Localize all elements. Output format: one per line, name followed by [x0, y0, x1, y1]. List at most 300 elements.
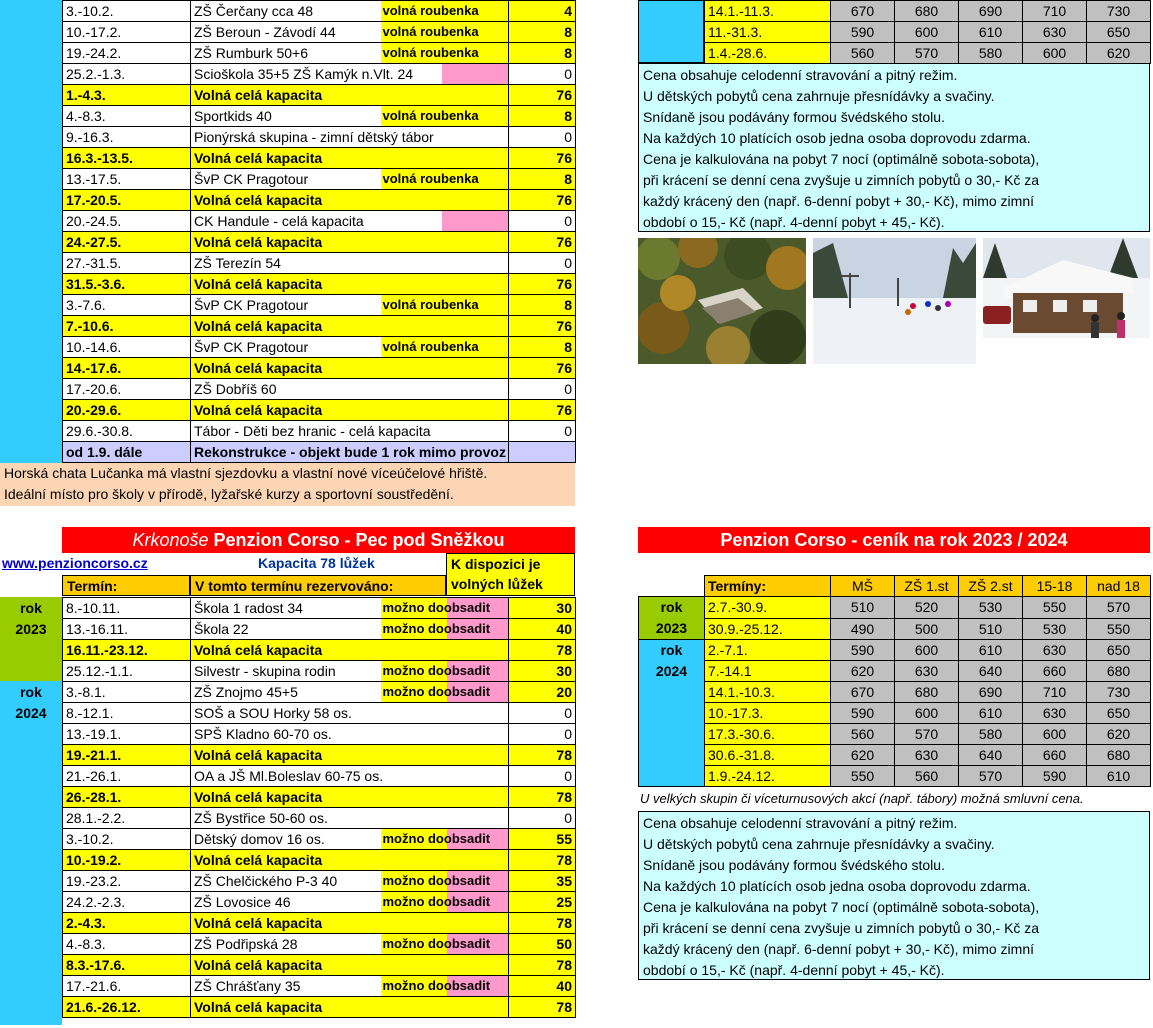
corso-col-term: Termín: [62, 575, 190, 596]
price-cell: 510 [959, 618, 1023, 640]
term-cell: 20.-24.5. [63, 211, 191, 232]
price-cell: 590 [831, 22, 895, 43]
count-cell: 0 [509, 808, 576, 829]
price-cell: 640 [959, 661, 1023, 682]
schedule-row [63, 892, 576, 913]
price-cell: 680 [1087, 661, 1151, 682]
term-cell: 21.6.-26.12. [63, 997, 191, 1018]
schedule-row [63, 358, 576, 379]
corso-price-banner: Penzion Corso - ceník na rok 2023 / 2024 [638, 527, 1150, 553]
reservation-cell: SPŠ Kladno 60-70 os. [191, 724, 509, 745]
avail-header-line: K dispozici je [451, 556, 541, 572]
photo-chalet-winter [983, 238, 1150, 364]
price-cell: 580 [959, 724, 1023, 745]
price-header-row [639, 576, 1151, 597]
corso-avail-header [446, 553, 575, 596]
count-cell: 30 [509, 598, 576, 619]
top-year-strip [0, 0, 62, 463]
term-cell: 14.-17.6. [63, 358, 191, 379]
info-line: při krácení se denní cena zvyšuje u zimních pobytů o 30,- Kč za [643, 172, 1040, 188]
term-cell: 27.-31.5. [63, 253, 191, 274]
count-cell: 78 [509, 787, 576, 808]
price-cell: 680 [895, 682, 959, 703]
count-cell: 78 [509, 850, 576, 871]
reservation-cell: Volná celá kapacita [191, 190, 509, 211]
price-cell: 730 [1087, 1, 1151, 22]
count-cell: 78 [509, 913, 576, 934]
year-label: rok [20, 684, 42, 700]
info-line: U dětských pobytů cena zahrnuje přesnídávky a svačiny. [643, 836, 995, 852]
count-cell: 8 [509, 337, 576, 358]
status-tag-cell: možno doobsadit [381, 682, 509, 703]
term-cell: 25.2.-1.3. [63, 64, 191, 85]
price-cell: 570 [895, 43, 959, 64]
reservation-cell: ŠvP CK Pragotour [191, 337, 381, 358]
price-cell: 610 [1087, 766, 1151, 787]
info-line: období o 15,- Kč (např. 4-denní pobyt + 45,- Kč). [643, 214, 945, 230]
term-cell: 7.-10.6. [63, 316, 191, 337]
count-cell: 76 [509, 316, 576, 337]
price-term-cell: 2.-7.1. [705, 640, 831, 661]
reservation-cell: Volná celá kapacita [191, 787, 509, 808]
schedule-row [63, 766, 576, 787]
term-cell: 13.-16.11. [63, 619, 191, 640]
count-cell: 40 [509, 619, 576, 640]
price-cell: 570 [1087, 597, 1151, 619]
status-tag-cell: volná roubenka [381, 22, 509, 43]
schedule-row [63, 127, 576, 148]
reservation-cell: Volná celá kapacita [191, 232, 509, 253]
corso-info-box [638, 811, 1150, 980]
count-cell: 50 [509, 934, 576, 955]
price-cell: 690 [959, 1, 1023, 22]
reservation-cell: Rekonstrukce - objekt bude 1 rok mimo provoz [191, 442, 509, 463]
info-line: U dětských pobytů cena zahrnuje přesnídávky a svačiny. [643, 88, 995, 104]
corso-website-link[interactable]: www.penzioncorso.cz [2, 555, 148, 571]
price-cell: 550 [1023, 597, 1087, 619]
count-cell: 35 [509, 871, 576, 892]
reservation-cell: Volná celá kapacita [191, 913, 509, 934]
corso-year-2024 [0, 681, 62, 1025]
count-cell: 4 [509, 1, 576, 22]
price-term-cell: 30.6.-31.8. [705, 745, 831, 766]
reservation-cell: ZŠ Podřipská 28 [191, 934, 381, 955]
corso-region: Krkonoše [132, 530, 209, 550]
price-cell: 590 [831, 640, 895, 661]
price-cell: 670 [831, 682, 895, 703]
schedule-row [63, 913, 576, 934]
schedule-row [63, 379, 576, 400]
price-header-col: ZŠ 1.st [895, 576, 959, 597]
status-tag-cell: volná roubenka [381, 295, 509, 316]
reservation-cell: Volná celá kapacita [191, 850, 509, 871]
price-cell: 680 [895, 1, 959, 22]
count-cell: 20 [509, 682, 576, 703]
schedule-row [63, 106, 576, 127]
reservation-cell: Tábor - Děti bez hranic - celá kapacita [191, 421, 509, 442]
price-cell: 530 [1023, 618, 1087, 640]
reservation-cell: ZŠ Dobříš 60 [191, 379, 509, 400]
count-cell: 76 [509, 274, 576, 295]
count-cell: 8 [509, 106, 576, 127]
info-line: každý krácený den (např. 6-denní pobyt + 30,- Kč), mimo zimní [643, 941, 1035, 957]
schedule-row [63, 808, 576, 829]
term-cell: 20.-29.6. [63, 400, 191, 421]
price-cell: 630 [1023, 640, 1087, 661]
reservation-cell: Volná celá kapacita [191, 997, 509, 1018]
price-header-col: 15-18 [1023, 576, 1087, 597]
reservation-cell: ZŠ Čerčany cca 48 [191, 1, 381, 22]
reservation-cell: ZŠ Znojmo 45+5 [191, 682, 381, 703]
count-cell: 76 [509, 400, 576, 421]
term-cell: 26.-28.1. [63, 787, 191, 808]
top-schedule-table [62, 0, 576, 463]
price-row [639, 745, 1151, 766]
corso-capacity: Kapacita 78 lůžek [258, 555, 375, 571]
price-term-cell: 14.1.-11.3. [705, 1, 831, 22]
price-header-col: nad 18 [1087, 576, 1151, 597]
count-cell: 30 [509, 661, 576, 682]
term-cell: 3.-8.1. [63, 682, 191, 703]
status-tag-cell: volná roubenka [381, 1, 509, 22]
price-row [639, 661, 1151, 682]
price-cell: 620 [831, 661, 895, 682]
price-cell: 600 [1023, 43, 1087, 64]
schedule-row [63, 148, 576, 169]
term-cell: 10.-17.2. [63, 22, 191, 43]
count-cell: 0 [509, 127, 576, 148]
status-tag-cell: možno doobsadit [381, 829, 509, 850]
term-cell: 19.-23.2. [63, 871, 191, 892]
schedule-row [63, 619, 576, 640]
status-tag-cell: možno doobsadit [381, 661, 509, 682]
reservation-cell: CK Handule - celá kapacita [191, 211, 509, 232]
price-term-cell: 30.9.-25.12. [705, 618, 831, 640]
year-value: 2023 [15, 621, 47, 637]
term-cell: 13.-17.5. [63, 169, 191, 190]
count-cell: 76 [509, 190, 576, 211]
status-tag-cell: možno doobsadit [381, 892, 509, 913]
term-cell: 25.12.-1.1. [63, 661, 191, 682]
count-cell: 55 [509, 829, 576, 850]
price-cell: 530 [959, 597, 1023, 619]
price-cell: 600 [895, 640, 959, 661]
price-cell: 650 [1087, 703, 1151, 724]
count-cell: 0 [509, 64, 576, 85]
price-cell: 600 [1023, 724, 1087, 745]
top-note-box [0, 463, 575, 506]
top-price-year-strip [638, 0, 704, 63]
reservation-cell: Volná celá kapacita [191, 400, 509, 421]
schedule-row [63, 598, 576, 619]
count-cell: 0 [509, 724, 576, 745]
schedule-row [63, 169, 576, 190]
reservation-cell: Pionýrská skupina - zimní dětský tábor [191, 127, 509, 148]
reservation-cell: Volná celá kapacita [191, 85, 509, 106]
year-label: rok [660, 642, 683, 658]
reservation-cell: ŠvP CK Pragotour [191, 295, 381, 316]
schedule-row [63, 295, 576, 316]
schedule-row [63, 661, 576, 682]
info-line: při krácení se denní cena zvyšuje u zimních pobytů o 30,- Kč za [643, 920, 1040, 936]
status-tag-cell: možno doobsadit [381, 976, 509, 997]
count-cell: 0 [509, 211, 576, 232]
schedule-row [63, 787, 576, 808]
count-cell: 78 [509, 955, 576, 976]
term-cell: 4.-8.3. [63, 934, 191, 955]
term-cell: 21.-26.1. [63, 766, 191, 787]
price-cell: 620 [831, 745, 895, 766]
schedule-row [63, 703, 576, 724]
price-cell: 690 [959, 682, 1023, 703]
price-cell: 670 [831, 1, 895, 22]
schedule-row [63, 640, 576, 661]
corso-price-table [638, 575, 1151, 787]
term-cell: od 1.9. dále [63, 442, 191, 463]
price-cell: 560 [831, 43, 895, 64]
term-cell: 17.-20.5. [63, 190, 191, 211]
term-cell: 3.-10.2. [63, 829, 191, 850]
price-cell: 680 [1087, 745, 1151, 766]
reservation-cell: Silvestr - skupina rodin [191, 661, 381, 682]
price-cell: 560 [895, 766, 959, 787]
status-tag-cell: volná roubenka [381, 106, 509, 127]
price-cell: 610 [959, 703, 1023, 724]
schedule-row [63, 190, 576, 211]
price-cell: 570 [959, 766, 1023, 787]
price-cell: 600 [895, 703, 959, 724]
reservation-cell: Volná celá kapacita [191, 745, 509, 766]
info-line: Na každých 10 platících osob jedna osoba doprovodu zdarma. [643, 130, 1031, 146]
price-term-cell: 11.-31.3. [705, 22, 831, 43]
count-cell: 8 [509, 169, 576, 190]
price-header-col: ZŠ 2.st [959, 576, 1023, 597]
reservation-cell: ZŠ Terezín 54 [191, 253, 509, 274]
count-cell: 0 [509, 421, 576, 442]
price-row [639, 640, 1151, 661]
schedule-row [63, 724, 576, 745]
info-line: období o 15,- Kč (např. 4-denní pobyt + 45,- Kč). [643, 962, 945, 978]
reservation-cell: SOŠ a SOU Horky 58 os. [191, 703, 509, 724]
price-term-cell: 1.4.-28.6. [705, 43, 831, 64]
price-cell: 590 [1023, 766, 1087, 787]
status-tag-cell: volná roubenka [381, 337, 509, 358]
year-label: rok [20, 600, 42, 616]
schedule-row [63, 421, 576, 442]
price-row [705, 43, 1151, 64]
info-line: každý krácený den (např. 6-denní pobyt + 30,- Kč), mimo zimní [643, 193, 1035, 209]
schedule-row [63, 682, 576, 703]
schedule-row [63, 745, 576, 766]
status-tag-cell: možno doobsadit [381, 871, 509, 892]
price-row [639, 618, 1151, 640]
corso-year-2023 [0, 597, 62, 681]
term-cell: 28.1.-2.2. [63, 808, 191, 829]
schedule-row [63, 955, 576, 976]
price-cell: 550 [1087, 618, 1151, 640]
price-term-cell: 10.-17.3. [705, 703, 831, 724]
reservation-cell: OA a JŠ Ml.Boleslav 60-75 os. [191, 766, 509, 787]
count-cell: 0 [509, 379, 576, 400]
count-cell: 8 [509, 22, 576, 43]
count-cell: 78 [509, 640, 576, 661]
price-row [639, 597, 1151, 619]
term-cell: 4.-8.3. [63, 106, 191, 127]
count-cell: 0 [509, 253, 576, 274]
price-cell: 490 [831, 618, 895, 640]
status-tag-cell: možno doobsadit [381, 619, 509, 640]
term-cell: 8.-10.11. [63, 598, 191, 619]
price-term-cell: 17.3.-30.6. [705, 724, 831, 745]
corso-col-reserved: V tomto termínu rezervováno: [190, 575, 446, 596]
price-header-col: MŠ [831, 576, 895, 597]
price-cell: 650 [1087, 640, 1151, 661]
schedule-row [63, 400, 576, 421]
schedule-row [63, 316, 576, 337]
term-cell: 13.-19.1. [63, 724, 191, 745]
price-cell: 630 [1023, 22, 1087, 43]
reservation-cell: Škola 22 [191, 619, 381, 640]
term-cell: 10.-19.2. [63, 850, 191, 871]
price-cell: 560 [831, 724, 895, 745]
top-info-box [638, 63, 1150, 232]
price-year-2023 [639, 597, 705, 640]
photo-chalet-forest [638, 238, 806, 364]
corso-banner [62, 527, 575, 553]
schedule-row [63, 232, 576, 253]
reservation-cell: ZŠ Rumburk 50+6 [191, 43, 381, 64]
photo-ski-slope [813, 238, 976, 364]
price-cell: 610 [959, 640, 1023, 661]
reservation-cell: ZŠ Chelčického P-3 40 [191, 871, 381, 892]
info-line: Cena obsahuje celodenní stravování a pitný režim. [643, 67, 958, 83]
reservation-cell: Dětský domov 16 os. [191, 829, 381, 850]
price-cell: 710 [1023, 682, 1087, 703]
term-cell: 17.-20.6. [63, 379, 191, 400]
schedule-row [63, 64, 576, 85]
corso-header [0, 553, 575, 596]
schedule-row [63, 997, 576, 1018]
schedule-row [63, 253, 576, 274]
info-line: Snídaně jsou podávány formou švédského stolu. [643, 857, 945, 873]
term-cell: 2.-4.3. [63, 913, 191, 934]
price-cell: 660 [1023, 661, 1087, 682]
reservation-cell: Scioškola 35+5 ZŠ Kamýk n.Vlt. 24 [191, 64, 509, 85]
schedule-row [63, 337, 576, 358]
price-row [639, 703, 1151, 724]
price-row [705, 1, 1151, 22]
schedule-row [63, 934, 576, 955]
term-cell: 8.3.-17.6. [63, 955, 191, 976]
status-tag-cell: volná roubenka [381, 169, 509, 190]
term-cell: 19.-24.2. [63, 43, 191, 64]
term-cell: 19.-21.1. [63, 745, 191, 766]
reservation-cell: Volná celá kapacita [191, 274, 509, 295]
count-cell: 76 [509, 358, 576, 379]
status-tag-cell: možno doobsadit [381, 934, 509, 955]
group-note: U velkých skupin či víceturnusových akcí (např. tábory) možná smluvní cena. [640, 791, 1084, 806]
term-cell: 31.5.-3.6. [63, 274, 191, 295]
price-year-2024 [639, 640, 705, 787]
reservation-cell: Volná celá kapacita [191, 640, 509, 661]
price-cell: 590 [831, 703, 895, 724]
price-cell: 710 [1023, 1, 1087, 22]
reservation-cell: Škola 1 radost 34 [191, 598, 381, 619]
price-cell: 620 [1087, 724, 1151, 745]
term-cell: 8.-12.1. [63, 703, 191, 724]
note-line: Horská chata Lučanka má vlastní sjezdovku a vlastní nové víceúčelové hřiště. [4, 465, 488, 481]
corso-schedule-table [62, 597, 576, 1018]
term-cell: 1.-4.3. [63, 85, 191, 106]
info-line: Snídaně jsou podávány formou švédského stolu. [643, 109, 945, 125]
reservation-cell: Volná celá kapacita [191, 316, 509, 337]
count-cell: 0 [509, 766, 576, 787]
price-term-cell: 14.1.-10.3. [705, 682, 831, 703]
count-cell: 78 [509, 745, 576, 766]
price-row [705, 22, 1151, 43]
term-cell: 16.3.-13.5. [63, 148, 191, 169]
reservation-cell: ZŠ Bystřice 50-60 os. [191, 808, 509, 829]
count-cell: 8 [509, 295, 576, 316]
price-cell: 580 [959, 43, 1023, 64]
term-cell: 10.-14.6. [63, 337, 191, 358]
reservation-cell: Volná celá kapacita [191, 148, 509, 169]
schedule-row [63, 211, 576, 232]
corso-title: Penzion Corso - Pec pod Sněžkou [213, 530, 505, 550]
price-cell: 510 [831, 597, 895, 619]
schedule-row [63, 22, 576, 43]
price-term-cell: 7.-14.1 [705, 661, 831, 682]
price-cell: 500 [895, 618, 959, 640]
info-line: Cena je kalkulována na pobyt 7 nocí (optimálně sobota-sobota), [643, 151, 1040, 167]
year-value: 2024 [15, 705, 47, 721]
reservation-cell: ŠvP CK Pragotour [191, 169, 381, 190]
schedule-row [63, 1, 576, 22]
schedule-row [63, 85, 576, 106]
schedule-row [63, 274, 576, 295]
price-cell: 610 [959, 22, 1023, 43]
count-cell: 40 [509, 976, 576, 997]
price-cell: 650 [1087, 22, 1151, 43]
avail-header-line: volných lůžek [451, 576, 543, 592]
count-cell: 25 [509, 892, 576, 913]
reservation-cell: Volná celá kapacita [191, 358, 509, 379]
price-cell: 640 [959, 745, 1023, 766]
schedule-row [63, 43, 576, 64]
price-term-cell: 2.7.-30.9. [705, 597, 831, 619]
count-cell [509, 442, 576, 463]
term-cell: 17.-21.6. [63, 976, 191, 997]
term-cell: 24.-27.5. [63, 232, 191, 253]
term-cell: 16.11.-23.12. [63, 640, 191, 661]
year-label: rok [660, 599, 683, 615]
term-cell: 29.6.-30.8. [63, 421, 191, 442]
price-header-blank [639, 576, 705, 597]
price-row [639, 682, 1151, 703]
schedule-row [63, 442, 576, 463]
price-cell: 570 [895, 724, 959, 745]
reservation-cell: ZŠ Lovosice 46 [191, 892, 381, 913]
reservation-cell: ZŠ Chrášťany 35 [191, 976, 381, 997]
schedule-row [63, 976, 576, 997]
note-line: Ideální místo pro školy v přírodě, lyžařské kurzy a sportovní soustředění. [4, 486, 454, 502]
price-cell: 630 [1023, 703, 1087, 724]
year-value: 2023 [655, 620, 688, 636]
price-cell: 550 [831, 766, 895, 787]
year-value: 2024 [655, 663, 688, 679]
schedule-row [63, 871, 576, 892]
info-line: Cena je kalkulována na pobyt 7 nocí (optimálně sobota-sobota), [643, 899, 1040, 915]
